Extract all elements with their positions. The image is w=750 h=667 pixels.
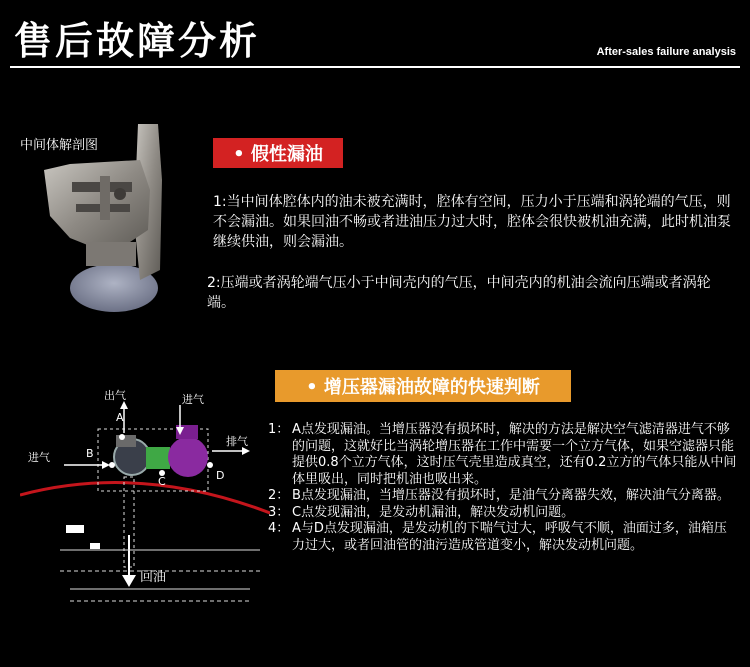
label-in-air-left: 进气 — [28, 451, 50, 464]
label-point-c: C — [158, 475, 166, 488]
label-point-b: B — [86, 447, 94, 460]
list-item-text: C点发现漏油，是发动机漏油，解决发动机问题。 — [292, 504, 575, 520]
list-item-number: 3： — [268, 504, 290, 520]
quick-diagnosis-list — [268, 422, 738, 554]
turbo-center-housing-cutaway-image — [30, 120, 190, 320]
list-item — [268, 488, 738, 505]
page-subtitle: After-sales failure analysis — [596, 46, 736, 58]
list-item-number: 4： — [268, 521, 290, 536]
false-leak-badge: • 假性漏油 — [213, 138, 343, 168]
header-divider — [10, 66, 740, 68]
list-item — [268, 521, 738, 554]
turbo-leak-points-diagram — [20, 385, 270, 625]
quick-diagnosis-badge: • 增压器漏油故障的快速判断 — [275, 370, 571, 402]
label-point-d: D — [216, 469, 225, 482]
list-item — [268, 422, 738, 488]
label-return-oil: 回油 — [140, 570, 167, 585]
false-leak-point-2: 2:压端或者涡轮端气压小于中间壳内的气压，中间壳内的机油会流向压端或者涡轮端。 — [207, 275, 711, 311]
list-item — [268, 505, 738, 522]
label-out-air: 出气 — [104, 389, 126, 402]
list-item-number: 1： — [268, 422, 290, 437]
label-exhaust: 排气 — [226, 435, 248, 448]
label-in-air-top: 进气 — [182, 393, 204, 406]
cutaway-caption: 中间体解剖图 — [20, 138, 99, 153]
false-leak-point-1: 1:当中间体腔体内的油未被充满时，腔体有空间，压力小于压端和涡轮端的气压，则不会漏油。如果回油不畅或者进油压力过大时，腔体会很快被机油充满，此时机油泵继续供油，则会漏油。 — [213, 194, 731, 250]
list-item-text: A与D点发现漏油，是发动机的下喘气过大，呼吸气不顺，油面过多，油箱压力过大，或者回油管的油污造成管道变小，解决发动机问题。 — [292, 521, 727, 553]
list-item-text: A点发现漏油。当增压器没有损坏时，解决的方法是解决空气滤清器进气不够的问题，这就好比当涡轮增压器在工作中需要一个立方气体，如果空滤器只能提供0.8个立方气体，这时压气壳里造成真空，还有0.2立方的气体只能从中间体里吸出，同时把机油也吸出来。 — [292, 422, 737, 487]
list-item-number: 2： — [268, 488, 290, 503]
page-title: 售后故障分析 — [14, 19, 261, 63]
label-point-a: A — [116, 411, 124, 424]
list-item-text: B点发现漏油，当增压器没有损坏时，是油气分离器失效，解决油气分离器。 — [292, 488, 730, 503]
